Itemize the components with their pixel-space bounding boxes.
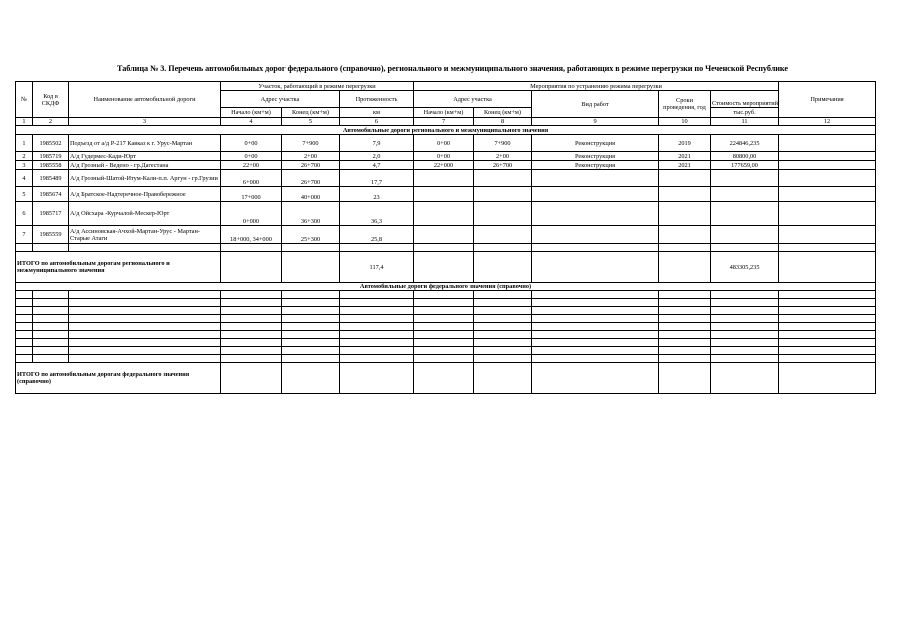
row-year: 2019 <box>659 135 711 152</box>
row-code: 1985558 <box>33 161 69 170</box>
header-work-type: Вид работ <box>532 91 659 118</box>
row-no: 6 <box>16 202 33 226</box>
row-no: 4 <box>16 170 33 187</box>
row-no: 3 <box>16 161 33 170</box>
header-period: Сроки проведения, год <box>659 91 711 118</box>
row-code: 1985674 <box>33 187 69 202</box>
row-road-name: А/д Ойсхара -Курчалой-Мескер-Юрт <box>69 202 221 226</box>
header-row-1 <box>16 82 876 91</box>
header-start: Начало (км+м) <box>221 108 282 118</box>
roads-table <box>15 81 876 394</box>
total-federal-label: ИТОГО по автомобильным дорогам федерального значения (справочно) <box>16 363 221 394</box>
row-note <box>779 152 876 161</box>
row-measure-start: 0+00 <box>414 152 474 161</box>
row-road-name: А/д Грозный-Шатой-Итум-Кали-п.п. Аргун - гр.Грузии <box>69 170 221 187</box>
row-road-name: Подъезд от а/д Р-217 Кавказ к г. Урус-Мартан <box>69 135 221 152</box>
section-regional-row <box>16 126 876 135</box>
row-year <box>659 202 711 226</box>
row-start: 0+00 <box>221 152 282 161</box>
header-address-2: Адрес участка <box>414 91 532 108</box>
col-number: 5 <box>282 118 340 126</box>
row-note <box>779 226 876 244</box>
col-number: 1 <box>16 118 33 126</box>
row-start: 18+000, 34+000 <box>221 226 282 244</box>
section-federal-row <box>16 283 876 291</box>
row-work-type: Реконструкция <box>532 152 659 161</box>
empty-row <box>16 315 876 323</box>
row-length: 7,9 <box>340 135 414 152</box>
total-regional-row <box>16 252 876 283</box>
row-measure-end <box>474 202 532 226</box>
row-measure-start: 0+00 <box>414 135 474 152</box>
row-measure-end: 7+900 <box>474 135 532 152</box>
row-cost: 224846,235 <box>711 135 779 152</box>
col-number: 2 <box>33 118 69 126</box>
table-row <box>16 161 876 170</box>
row-note <box>779 170 876 187</box>
total-regional-cost: 483305,235 <box>711 252 779 283</box>
column-numbers-row <box>16 118 876 126</box>
header-km: км <box>340 108 414 118</box>
header-cost-unit: тыс.руб. <box>711 108 779 118</box>
header-no: № <box>16 82 33 118</box>
row-length: 25,8 <box>340 226 414 244</box>
header-end-2: Конец (км+м) <box>474 108 532 118</box>
col-number: 6 <box>340 118 414 126</box>
table-row <box>16 226 876 244</box>
row-measure-start <box>414 202 474 226</box>
row-length: 2,0 <box>340 152 414 161</box>
row-cost <box>711 226 779 244</box>
table-row <box>16 202 876 226</box>
header-road-name: Наименование автомобильной дороги <box>69 82 221 118</box>
row-start: 0+00 <box>221 135 282 152</box>
section-regional-title: Автомобильные дороги регионального и межмуниципального значения <box>16 126 876 135</box>
row-end: 7+900 <box>282 135 340 152</box>
empty-row <box>16 355 876 363</box>
header-start-2: Начало (км+м) <box>414 108 474 118</box>
empty-row <box>16 331 876 339</box>
col-number: 4 <box>221 118 282 126</box>
row-measure-end: 2+00 <box>474 152 532 161</box>
row-end: 26+700 <box>282 161 340 170</box>
total-federal-row <box>16 363 876 394</box>
row-year <box>659 170 711 187</box>
row-measure-end <box>474 187 532 202</box>
row-measure-end <box>474 226 532 244</box>
header-note: Примечания <box>779 82 876 118</box>
row-cost <box>711 187 779 202</box>
row-end: 26+700 <box>282 170 340 187</box>
row-end: 40+000 <box>282 187 340 202</box>
row-work-type: Реконструкция <box>532 135 659 152</box>
row-no: 7 <box>16 226 33 244</box>
col-number: 11 <box>711 118 779 126</box>
row-cost <box>711 170 779 187</box>
row-no: 5 <box>16 187 33 202</box>
section-federal-title: Автомобильные дороги федерального значения (справочно) <box>16 283 876 291</box>
row-end: 36+300 <box>282 202 340 226</box>
empty-row <box>16 244 876 252</box>
row-start: 22+00 <box>221 161 282 170</box>
row-measure-start <box>414 226 474 244</box>
row-code: 1985489 <box>33 170 69 187</box>
row-code: 1985719 <box>33 152 69 161</box>
row-road-name: А/д Гудермес-Кади-Юрт <box>69 152 221 161</box>
row-year <box>659 226 711 244</box>
row-cost: 80800,00 <box>711 152 779 161</box>
col-number: 12 <box>779 118 876 126</box>
row-year <box>659 187 711 202</box>
row-work-type <box>532 202 659 226</box>
row-work-type: Реконструкция <box>532 161 659 170</box>
row-work-type <box>532 226 659 244</box>
header-overload-section: Участок, работающий в режиме перегрузки <box>221 82 414 91</box>
row-length: 23 <box>340 187 414 202</box>
row-end: 25+300 <box>282 226 340 244</box>
row-note <box>779 187 876 202</box>
row-code: 1985717 <box>33 202 69 226</box>
empty-row <box>16 347 876 355</box>
row-year: 2021 <box>659 152 711 161</box>
total-regional-length: 117,4 <box>340 252 414 283</box>
row-work-type <box>532 170 659 187</box>
header-address: Адрес участка <box>221 91 340 108</box>
empty-row <box>16 291 876 299</box>
row-length: 4,7 <box>340 161 414 170</box>
empty-row <box>16 299 876 307</box>
row-no: 2 <box>16 152 33 161</box>
header-length: Протяженность <box>340 91 414 108</box>
col-number: 3 <box>69 118 221 126</box>
empty-row <box>16 307 876 315</box>
row-end: 2+00 <box>282 152 340 161</box>
row-code: 1985559 <box>33 226 69 244</box>
row-measure-start <box>414 170 474 187</box>
row-length: 17,7 <box>340 170 414 187</box>
row-note <box>779 202 876 226</box>
header-measures: Мероприятия по устранению режима перегрузки <box>414 82 779 91</box>
row-measure-start: 22+000 <box>414 161 474 170</box>
row-work-type <box>532 187 659 202</box>
row-no: 1 <box>16 135 33 152</box>
row-note <box>779 135 876 152</box>
header-cost: Стоимость мероприятий <box>711 91 779 108</box>
row-measure-end: 26+700 <box>474 161 532 170</box>
row-measure-end <box>474 170 532 187</box>
row-start: 17+000 <box>221 187 282 202</box>
row-road-name: А/д Ассиновская-Ачхой-Мартан-Урус - Мартан-Старые Атаги <box>69 226 221 244</box>
table-title: Таблица № 3. Перечень автомобильных дорог федерального (справочно), регионального и межмуниципального значения, работающих в режиме перегрузки по Чеченской Республике <box>117 64 788 73</box>
empty-row <box>16 323 876 331</box>
header-end: Конец (км+м) <box>282 108 340 118</box>
table-row <box>16 187 876 202</box>
row-code: 1985502 <box>33 135 69 152</box>
row-cost <box>711 202 779 226</box>
row-road-name: А/д Грозный - Ведено - гр.Дагестана <box>69 161 221 170</box>
row-measure-start <box>414 187 474 202</box>
total-regional-label: ИТОГО по автомобильным дорогам регионального и межмуниципального значения <box>16 252 221 283</box>
row-length: 36,3 <box>340 202 414 226</box>
row-start: 6+000 <box>221 170 282 187</box>
col-number: 8 <box>474 118 532 126</box>
row-cost: 177659,00 <box>711 161 779 170</box>
row-start: 0+000 <box>221 202 282 226</box>
table-row <box>16 135 876 152</box>
table-row <box>16 152 876 161</box>
row-road-name: А/д Братское-Надтеречное-Правобережное <box>69 187 221 202</box>
table-row <box>16 170 876 187</box>
row-note <box>779 161 876 170</box>
empty-row <box>16 339 876 347</box>
col-number: 7 <box>414 118 474 126</box>
col-number: 9 <box>532 118 659 126</box>
row-year: 2021 <box>659 161 711 170</box>
col-number: 10 <box>659 118 711 126</box>
header-code: Код в СКДФ <box>33 82 69 118</box>
